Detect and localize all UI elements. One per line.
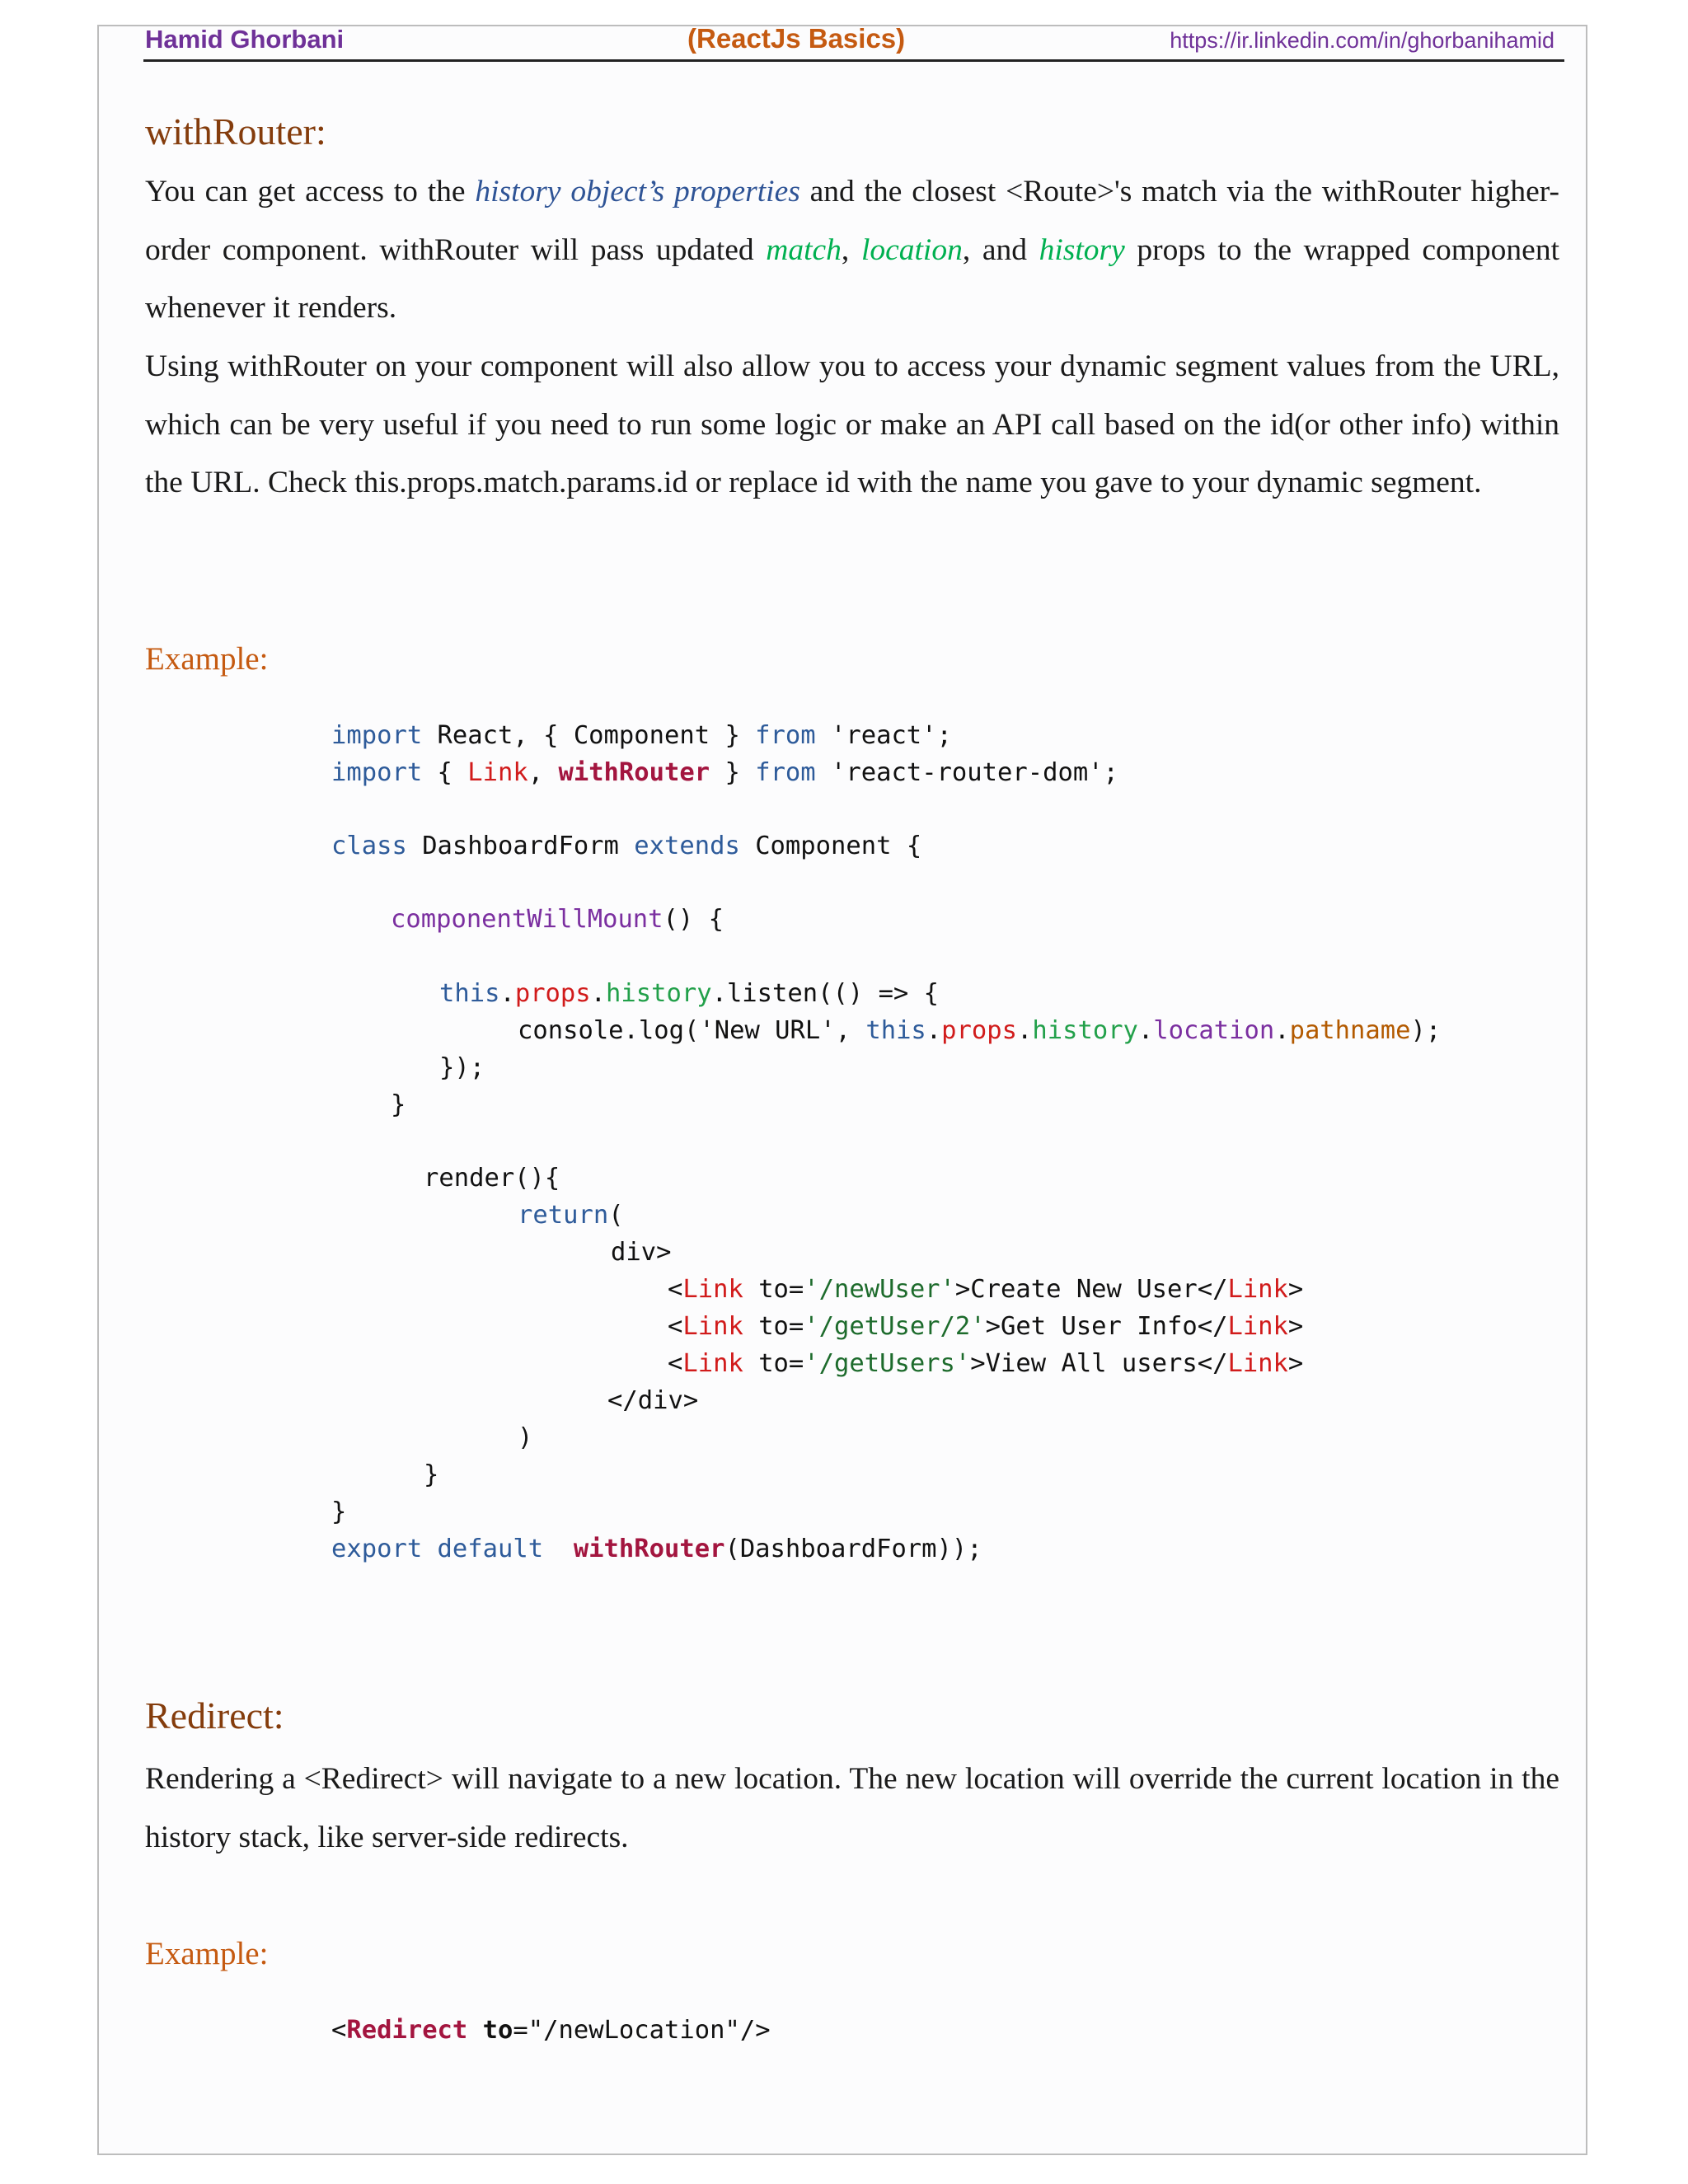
tx: Link (1227, 1312, 1288, 1341)
kw: extends (634, 832, 740, 860)
tx: to= (743, 1312, 804, 1341)
tx: Link (682, 1275, 743, 1304)
tx: . (499, 979, 515, 1008)
header-author: Hamid Ghorbani (145, 25, 345, 54)
tx: withRouter (573, 1535, 725, 1563)
tx: . (1017, 1016, 1033, 1045)
location-term: location (860, 232, 963, 267)
tx: < (668, 1349, 683, 1378)
tx: (DashboardForm)); (724, 1535, 982, 1563)
code-line (439, 975, 939, 1012)
tx: Link (682, 1312, 743, 1341)
tx: React, { Component } (422, 721, 756, 750)
withrouter-paragraph-2: Using withRouter on your component will also allow you to access your dynamic segment values from the URL, which can be very useful if you need to run some logic or make an API call based on the id(or other info) within the URL. Check this.props.match.params.id or replace id with the name you gave to your dynamic segment. (145, 349, 1559, 500)
header-topic: (ReactJs Basics) (687, 23, 906, 54)
kw: from (755, 758, 816, 787)
tx: 'react'; (815, 721, 952, 750)
tx: to= (743, 1349, 804, 1378)
tx: >Create New User</ (954, 1275, 1228, 1304)
tx: '/getUser/2' (804, 1312, 986, 1341)
tx: . (1137, 1016, 1154, 1045)
tx: < (668, 1275, 683, 1304)
section-title-withrouter: withRouter: (145, 110, 326, 152)
tx: ="/newLocation"/> (513, 2016, 771, 2045)
tx: '/getUsers' (804, 1349, 971, 1378)
code-line: } (331, 1497, 347, 1526)
tx: () { (663, 905, 724, 934)
tx: > (1287, 1275, 1304, 1304)
tx: ); (1410, 1016, 1442, 1045)
example-label-1: Example: (145, 641, 269, 677)
tx: console.log('New URL', (518, 1016, 866, 1045)
tx: props (941, 1016, 1017, 1045)
code-line (331, 1530, 982, 1568)
text: and the closest <Route>'s match via the withRouter higher-order component. withRouter will pass updated (145, 175, 1559, 267)
tx: < (331, 2016, 347, 2045)
kw: import (331, 721, 423, 750)
example-label-2: Example: (145, 1936, 269, 1971)
code-line: ) (518, 1423, 533, 1452)
kw: class (331, 832, 407, 860)
tx: '/newUser' (804, 1275, 955, 1304)
tx: Component { (739, 832, 922, 860)
code-line (331, 2012, 771, 2049)
code-line (518, 1012, 1441, 1049)
history-term: history (1039, 232, 1125, 267)
tx: > (1287, 1349, 1304, 1378)
code-line (518, 1197, 624, 1234)
tx: componentWillMount (391, 905, 663, 934)
code-line (391, 901, 724, 938)
tx: ( (608, 1201, 624, 1230)
tx: history (1032, 1016, 1138, 1045)
tx: history (606, 979, 712, 1008)
tx: . (926, 1016, 942, 1045)
tx: Link (682, 1349, 743, 1378)
tx: Link (1227, 1349, 1288, 1378)
tx: >Get User Info</ (985, 1312, 1228, 1341)
code-line: } (391, 1090, 406, 1119)
page-header (143, 20, 1564, 62)
tx: } (710, 758, 756, 787)
kw: from (755, 721, 816, 750)
tx: Redirect (346, 2016, 468, 2045)
tx: withRouter (558, 758, 710, 787)
text: You can get access to the (145, 175, 476, 209)
redirect-paragraph: Rendering a <Redirect> will navigate to a new location. The new location will override the current location in the history stack, like server-side redirects. (145, 1762, 1559, 1854)
kw: this (439, 979, 500, 1008)
tx: DashboardForm (406, 832, 635, 860)
withrouter-paragraph-1 (145, 163, 1559, 338)
kw: import (331, 758, 423, 787)
code-line (668, 1271, 1303, 1308)
text: , and (962, 232, 1039, 267)
tx: props (514, 979, 591, 1008)
code-line: div> (611, 1238, 672, 1267)
section-title-redirect: Redirect: (145, 1694, 284, 1736)
history-props-link[interactable]: history object’s properties (475, 175, 800, 209)
tx: > (1287, 1312, 1304, 1341)
tx: { (422, 758, 468, 787)
tx: , (528, 758, 559, 787)
tx: 'react-router-dom'; (815, 758, 1118, 787)
tx: Link (1227, 1275, 1288, 1304)
tx: Link (467, 758, 528, 787)
code-line (668, 1308, 1303, 1345)
tx: >View All users</ (970, 1349, 1228, 1378)
header-linkedin-link[interactable]: https://ir.linkedin.com/in/ghorbanihamid (1170, 28, 1554, 53)
tx: < (668, 1312, 683, 1341)
tx: to= (743, 1275, 804, 1304)
tx: . (1274, 1016, 1290, 1045)
code-line (331, 717, 952, 754)
text: , (841, 232, 861, 267)
tx: . (590, 979, 607, 1008)
tx: to (482, 2016, 513, 2045)
code-line: render(){ (424, 1164, 560, 1193)
code-line (331, 827, 921, 865)
code-line (668, 1345, 1303, 1382)
kw: return (518, 1201, 609, 1230)
match-term: match (766, 232, 842, 267)
text: props to the wrapped component whenever it renders. (145, 232, 1559, 326)
code-line: } (424, 1460, 439, 1489)
tx: location (1153, 1016, 1275, 1045)
code-line (331, 754, 1118, 791)
kw: export default (331, 1535, 544, 1563)
tx: .listen(() => { (711, 979, 940, 1008)
code-line: </div> (607, 1386, 699, 1415)
code-line: }); (439, 1053, 485, 1082)
kw: this (865, 1016, 926, 1045)
tx: pathname (1289, 1016, 1411, 1045)
